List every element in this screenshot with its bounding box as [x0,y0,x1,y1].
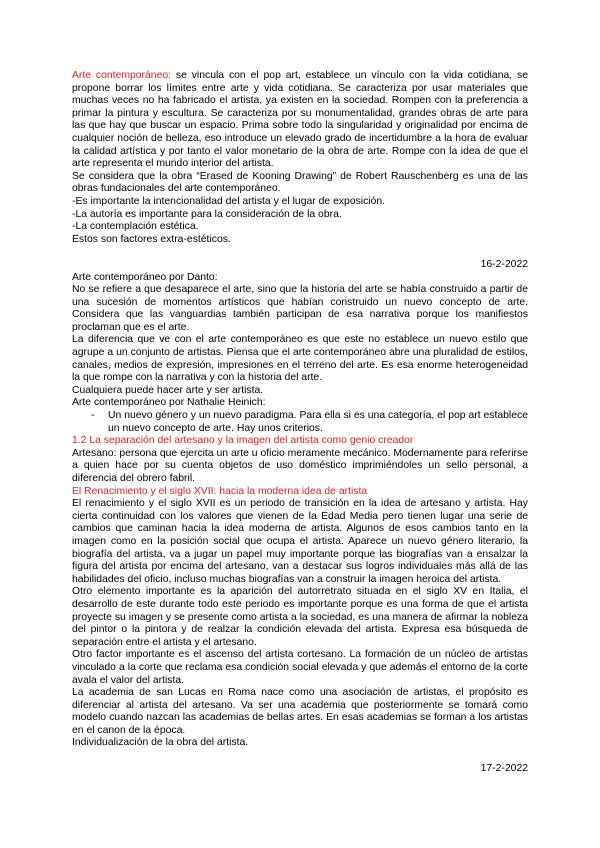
paragraph-renacimiento-4: La academia de san Lucas en Roma nace como una asociación de artistas, el propósito es diferenciar al artista del artesano. Va ser una academia que posteriormente se tomará como modelo cuando nazcan las academias de bellas artes. En esas academias se forman a los artistas en el canon de la época. [72,687,528,736]
factor-summary: Estos son factores extra-estéticos. [72,233,231,245]
document-page [72,70,528,775]
section-heading-renacimiento: El Renacimiento y el siglo XVII: hacia la moderna idea de artista [72,485,368,497]
paragraph-danto-1: No se refiere a que desaparece el arte, sino que la historia del arte se había construido a partir de una sucesión de momentos artísticos que habían construido un nuevo concepto de arte. Considera que las vanguardias también participan de esa narrativa porque los manifiestos proclaman que es el arte. [72,284,528,333]
factor-line-3: -La contemplación estética. [72,221,199,233]
paragraph-renacimiento-2: Otro elemento importante es la aparición del autorretrato situada en el siglo XV en Italia, el desarrollo de este durante todo este periodo es importante porque es una forma de que el artista proyecte su imagen y se presente como artista a la sociedad, es una manera de afirmar la nobleza del pintor o la pintora y de realzar la condición elevada del artista. Expresa esa búsqueda de separación entre el artista y el artesano. [72,586,528,648]
paragraph-artesano: Artesano: persona que ejercita un arte u oficio meramente mecánico. Modernamente para referirse a quien hace por su cuenta objetos de uso doméstico imprimiéndoles un sello personal, a diferencia del obrero fabril. [72,447,528,484]
factor-line-2: -La autoría es importante para la consideración de la obra. [72,208,342,220]
paragraph-arte-contemporaneo [72,70,528,171]
definition-text: se vincula con el pop art, establece un vínculo con la vida cotidiana, se propone borrar los límites entre arte y vida cotidiana. Se caracteriza por usar materiales que muchas veces no ha fabricado el artista, ya existen en la sociedad. Rompen con la preferencia a primar la pintura y escultura. Se caracteriza por su monumentalidad, grandes obras de arte para las que hay que buscar un espacio. Prima sobre todo la singularidad y originalidad por encima de cualquier noción de belleza, eso introduce un elevado grado de incertidumbre a la hora de evaluar la calidad artística y por tanto el valor monetario de la obra de arte. Rompe con la idea de que el arte representa el mundo interior del artista. [72,70,528,170]
heading-danto: Arte contemporáneo por Danto: [72,271,218,283]
paragraph-danto-3: Cualquiera puede hacer arte y ser artista. [72,384,264,396]
bullet-item: - Un nuevo género y un nuevo paradigma. Para ella si es una categoría, el pop art establece un nuevo concepto de arte. Hay unos criterios. [108,410,528,435]
section-heading-1-2: 1.2 La separación del artesano y la imagen del artista como genio creador [72,435,414,447]
paragraph-renacimiento-5: Individualización de la obra del artista. [72,737,249,749]
paragraph-rauschenberg: Se considera que la obra “Erased de Kooning Drawing” de Robert Rauschenberg es una de las obras fundacionales del arte contemporáneo. [72,170,528,195]
paragraph-danto-2: La diferencia que ve con el arte contemporáneo es que este no establece un nuevo estilo que agrupe a un conjunto de artistas. Piensa que el arte contemporáneo abre una pluralidad de estilos, canales, medios de expresión, impresiones en el terreno del arte. Es esa enorme heterogeneidad la que rompe con la narrativa y con la historia del arte. [72,334,528,384]
heading-heinich: Arte contemporáneo por Nathalie Heinich: [72,397,266,409]
date-label-1: 16-2-2022 [480,258,528,270]
paragraph-renacimiento-1: El renacimiento y el siglo XVII es un periodo de transición en la idea de artesano y artista. Hay cierta continuidad con los valores que vienen de la Edad Media pero tienen lugar una serie de cambios que caminan hacia la idea moderna de artista. Algunos de esos cambios tanto en la imagen como en la posición social que ocupa el artista. Aparece un nuevo género literario, la biografía del artista, va a jugar un papel muy importante porque las biografías van a ensalzar la figura del artista por encima del artesano, van a destacar sus logros individuales más allá de las habilidades del oficio, incluso muchas biografías van a construir la imagen heroica del artista. [72,498,528,585]
paragraph-renacimiento-3: Otro factor importante es el ascenso del artista cortesano. La formación de un núcleo de artistas vinculado a la corte que reclama esa condición social elevada y que además el entorno de la corte avala el valor del artista. [72,649,528,686]
bullet-list [72,410,528,435]
date-label-2: 17-2-2022 [480,762,528,774]
factor-line-1: -Es importante la intencionalidad del artista y el lugar de exposición. [72,195,386,207]
term-arte-contemporaneo: Arte contemporáneo: [72,70,172,81]
